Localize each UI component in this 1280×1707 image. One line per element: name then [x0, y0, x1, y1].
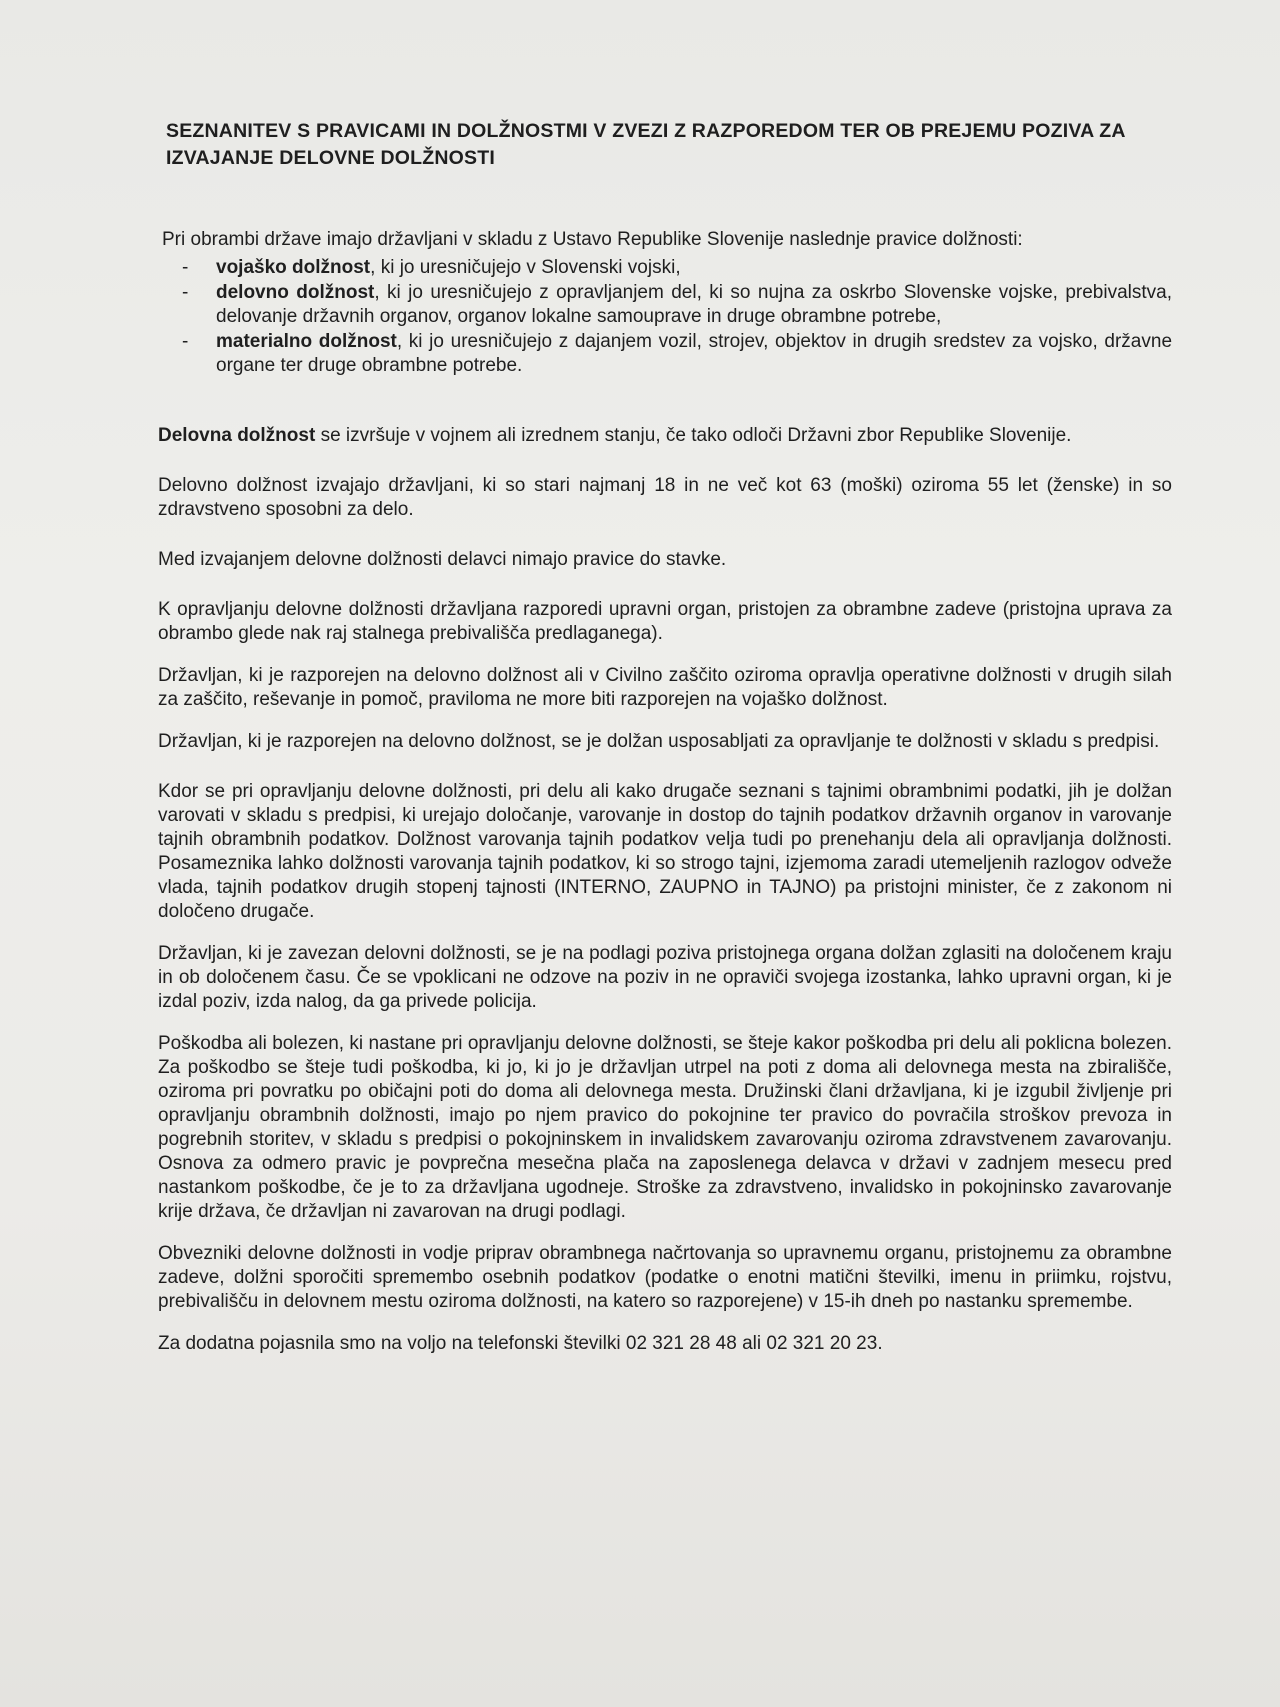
duty-item-military: [162, 256, 1172, 280]
paragraph-secrecy: Kdor se pri opravljanju delovne dolžnosti, pri delu ali kako drugače seznani s tajnimi obrambnimi podatki, jih je dolžan varovati v skladu s predpisi, ki urejajo določanje, varovanje in dostop do tajnih podatkov državnih organov in varovanje tajnih obrambnih podatkov. Dolžnost varovanja tajnih podatkov velja tudi po prenehanju dela ali opravljanja dolžnosti. Posameznika lahko dolžnosti varovanja tajnih podatkov, ki so strogo tajni, izjemoma zaradi utemeljenih razlogov odveže vlada, tajnih podatkov drugih stopenj tajnosti (INTERNO, ZAUPNO in TAJNO) pa pristojni minister, če z zakonom ni določeno drugače.: [158, 781, 1172, 922]
duty-item-work: [162, 281, 1172, 329]
work-duty-text: se izvršuje v vojnem ali izrednem stanju, če tako odloči Državni zbor Republike Slovenije.: [315, 425, 1072, 446]
duty-term: vojaško dolžnost: [216, 257, 371, 278]
duty-term: materialno dolžnost: [216, 331, 397, 352]
paragraph-data-changes: Obvezniki delovne dolžnosti in vodje priprav obrambnega načrtovanja so upravnemu organu, pristojnemu za obrambne zadeve, dolžni sporočiti spremembo osebnih podatkov (podatke o enotni matični številki, imenu in priimku, rojstvu, prebivališču in delovnem mestu oziroma dolžnosti, na katero so razporejene) v 15-ih dneh po nastanku spremembe.: [158, 1243, 1172, 1312]
paragraph-assignment: K opravljanju delovne dolžnosti državljana razporedi upravni organ, pristojen za obrambne zadeve (pristojna uprava za obrambo glede nak raj stalnega prebivališča predlaganega).: [158, 599, 1172, 644]
intro-paragraph: Pri obrambi države imajo državljani v skladu z Ustavo Republike Slovenije naslednje pravice dolžnosti:: [162, 229, 1023, 250]
paragraph-strike: Med izvajanjem delovne dolžnosti delavci nimajo pravice do stavke.: [158, 549, 727, 570]
paragraph-training: Državljan, ki je razporejen na delovno dolžnost, se je dolžan usposabljati za opravljanje te dolžnosti v skladu s predpisi.: [158, 731, 1160, 752]
list-dash: -: [182, 257, 189, 278]
duty-term: delovno dolžnost: [216, 282, 375, 303]
duty-item-material: [162, 330, 1172, 378]
paragraph-age: Delovno dolžnost izvajajo državljani, ki so stari najmanj 18 in ne več kot 63 (moški) oziroma 55 let (ženske) in so zdravstveno sposobni za delo.: [158, 475, 1172, 520]
work-duty-term: Delovna dolžnost: [158, 425, 316, 446]
work-duty-paragraph: [158, 424, 1172, 448]
paragraph-summons: Državljan, ki je zavezan delovni dolžnosti, se je na podlagi poziva pristojnega organa dolžan zglasiti na določenem kraju in ob določenem času. Če se vpoklicani ne odzove na poziv in ne opraviči svojega izostanka, lahko upravni organ, ki je izdal poziv, izda nalog, da ga privede policija.: [158, 943, 1172, 1012]
paragraph-civil-protection: Državljan, ki je razporejen na delovno dolžnost ali v Civilno zaščito oziroma opravlja operativne dolžnosti v drugih silah za zaščito, reševanje in pomoč, praviloma ne more biti razporejen na vojaško dolžnost.: [158, 665, 1172, 710]
duty-text: , ki jo uresničujejo z dajanjem vozil, strojev, objektov in drugih sredstev za vojsko, državne organe ter druge obrambne potrebe.: [216, 331, 1173, 376]
contact-paragraph: Za dodatna pojasnila smo na voljo na telefonski številki 02 321 28 48 ali 02 321 20 23.: [158, 1333, 883, 1354]
duty-text: , ki jo uresničujejo z opravljanjem del, ki so nujna za oskrbo Slovenske vojske, prebivalstva, delovanje državnih organov, organov lokalne samouprave in druge obrambne potrebe,: [216, 282, 1173, 327]
duty-list: [162, 256, 1172, 378]
list-dash: -: [182, 331, 189, 352]
paragraph-injury: Poškodba ali bolezen, ki nastane pri opravljanju delovne dolžnosti, se šteje kakor poškodba pri delu ali poklicna bolezen. Za poškodbo se šteje tudi poškodba, ki jo, ki jo je državljan utrpel na poti z doma ali delovnega mesta na zbirališče, oziroma pri povratku po običajni poti do doma ali delovnega mesta. Družinski člani državljana, ki je izgubil življenje pri opravljanju obrambnih dolžnosti, imajo po njem pravico do pokojnine ter pravico do povračila stroškov prevoza in pogrebnih storitev, v skladu s predpisi o pokojninskem in invalidskem zavarovanju oziroma zdravstvenem zavarovanju. Osnova za odmero pravic je povprečna mesečna plača na zaposlenega delavca v državi v zadnjem mesecu pred nastankom poškodbe, če je to za državljana ugodneje. Stroške za zdravstveno, invalidsko in pokojninsko zavarovanje krije država, če državljan ni zavarovan na drugi podlagi.: [158, 1033, 1172, 1222]
document-title: SEZNANITEV S PRAVICAMI IN DOLŽNOSTMI V ZVEZI Z RAZPOREDOM TER OB PREJEMU POZIVA ZA IZVAJANJE DELOVNE DOLŽNOSTI: [166, 120, 1125, 169]
duty-text: , ki jo uresničujejo v Slovenski vojski,: [370, 257, 681, 278]
list-dash: -: [182, 282, 189, 303]
